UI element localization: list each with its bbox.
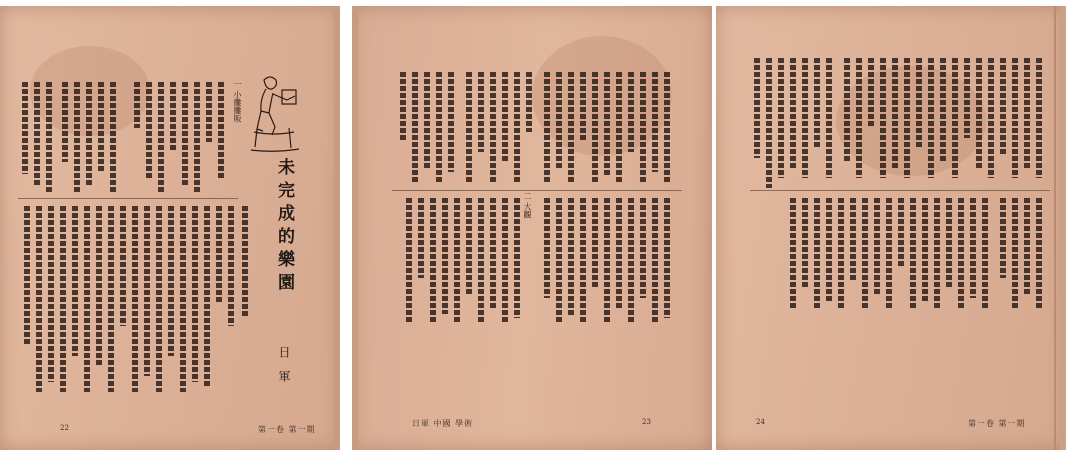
text-column [970, 198, 976, 298]
text-column [1012, 198, 1018, 308]
text-column [206, 82, 212, 142]
running-footer: 第一卷 第一期 [968, 419, 1026, 428]
text-column [664, 72, 670, 182]
text-column [1024, 58, 1030, 168]
text-column [964, 58, 970, 138]
article-title: 未完成的樂園 [274, 158, 294, 296]
text-column [84, 206, 90, 392]
page-number: 23 [642, 418, 651, 426]
text-column [156, 206, 162, 392]
text-column [580, 198, 586, 322]
text-column [976, 58, 982, 168]
text-column [910, 198, 916, 308]
text-column [616, 198, 622, 308]
text-column [204, 206, 210, 386]
text-column [478, 72, 484, 152]
text-column [1036, 198, 1042, 308]
text-column [556, 198, 562, 322]
text-column [490, 198, 496, 308]
article-author: 日 軍 [277, 346, 291, 386]
text-column [790, 198, 796, 308]
text-column [442, 198, 448, 314]
text-column [850, 198, 856, 282]
paper-stain [532, 36, 672, 156]
text-column [958, 198, 964, 308]
text-column [60, 206, 66, 392]
text-column [886, 198, 892, 308]
page-number: 24 [756, 418, 765, 426]
text-column [158, 82, 164, 192]
text-column [892, 58, 898, 168]
text-column [412, 72, 418, 182]
text-column [400, 72, 406, 142]
text-column [580, 72, 586, 142]
text-column [34, 82, 40, 186]
text-column [218, 82, 224, 178]
text-column [982, 198, 988, 308]
text-column [940, 58, 946, 162]
text-column [604, 198, 610, 322]
text-column [424, 72, 430, 168]
text-column [180, 206, 186, 392]
text-column [928, 58, 934, 178]
text-column [640, 198, 646, 298]
text-column [430, 198, 436, 322]
text-column [766, 58, 772, 188]
text-column [406, 198, 412, 322]
text-column [146, 82, 152, 178]
text-column [952, 58, 958, 178]
running-footer: 日軍 中國 學術 [412, 419, 474, 428]
section-heading: 一 小攤攤販 [233, 80, 242, 123]
text-column [22, 82, 28, 174]
text-column [616, 72, 622, 182]
text-column [904, 58, 910, 178]
sketch-illustration [246, 72, 304, 154]
text-column [802, 58, 808, 178]
text-column [946, 198, 952, 288]
text-column [664, 198, 670, 318]
text-column [556, 72, 562, 168]
text-column [1024, 198, 1030, 294]
text-column [192, 206, 198, 382]
text-column [466, 198, 472, 294]
text-column [1036, 58, 1042, 178]
text-column [110, 82, 116, 192]
text-column [120, 206, 126, 326]
text-column [182, 82, 188, 186]
text-column [134, 82, 140, 128]
page-left [0, 6, 340, 450]
text-column [628, 198, 634, 322]
page-number: 22 [60, 424, 69, 432]
text-column [826, 198, 832, 302]
text-column [514, 198, 520, 318]
divider-line [392, 190, 682, 191]
text-column [790, 58, 796, 168]
text-column [652, 198, 658, 322]
section-heading: 二 大觀 [523, 192, 532, 219]
text-column [934, 198, 940, 308]
text-column [802, 198, 808, 288]
page-edge [1054, 6, 1056, 450]
text-column [46, 82, 52, 192]
text-column [778, 58, 784, 178]
text-column [568, 198, 574, 316]
text-column [814, 58, 820, 148]
text-column [454, 198, 460, 322]
text-column [72, 206, 78, 356]
text-column [640, 72, 646, 182]
text-column [826, 58, 832, 178]
text-column [24, 206, 30, 346]
text-column [874, 198, 880, 294]
page-edge [1060, 6, 1066, 450]
text-column [36, 206, 42, 392]
text-column [502, 72, 508, 162]
text-column [592, 198, 598, 288]
text-column [898, 198, 904, 268]
divider-line [18, 198, 238, 199]
text-column [922, 198, 928, 302]
text-column [1000, 198, 1006, 278]
text-column [242, 206, 248, 316]
running-footer: 第一卷 第一期 [258, 425, 316, 434]
page-middle [352, 6, 712, 450]
page-edge [352, 6, 358, 450]
text-column [916, 58, 922, 148]
text-column [74, 82, 80, 192]
text-column [652, 72, 658, 172]
text-column [1012, 58, 1018, 178]
text-column [132, 206, 138, 392]
text-column [448, 72, 454, 172]
divider-line [750, 190, 1050, 191]
text-column [144, 206, 150, 376]
text-column [544, 198, 550, 298]
page-edge [334, 6, 340, 450]
text-column [228, 206, 234, 326]
text-column [108, 206, 114, 392]
text-column [868, 58, 874, 128]
text-column [568, 72, 574, 182]
text-column [880, 58, 886, 178]
text-column [98, 82, 104, 172]
text-column [478, 198, 484, 322]
text-column [544, 72, 550, 182]
text-column [844, 58, 850, 162]
text-column [754, 58, 760, 158]
text-column [216, 206, 222, 302]
text-column [514, 72, 520, 182]
text-column [814, 198, 820, 308]
text-column [48, 206, 54, 382]
text-column [592, 72, 598, 182]
text-column [170, 82, 176, 152]
text-column [862, 198, 868, 308]
text-column [436, 72, 442, 182]
text-column [86, 82, 92, 186]
text-column [628, 72, 634, 152]
text-column [466, 72, 472, 182]
text-column [168, 206, 174, 356]
text-column [502, 198, 508, 322]
text-column [194, 82, 200, 192]
text-column [526, 72, 532, 132]
text-column [1000, 58, 1006, 154]
text-column [62, 82, 68, 162]
text-column [96, 206, 102, 366]
text-column [856, 58, 862, 178]
text-column [490, 72, 496, 182]
text-column [418, 198, 424, 278]
text-column [604, 72, 610, 176]
text-column [988, 58, 994, 178]
text-column [838, 198, 844, 308]
page-right [716, 6, 1066, 450]
